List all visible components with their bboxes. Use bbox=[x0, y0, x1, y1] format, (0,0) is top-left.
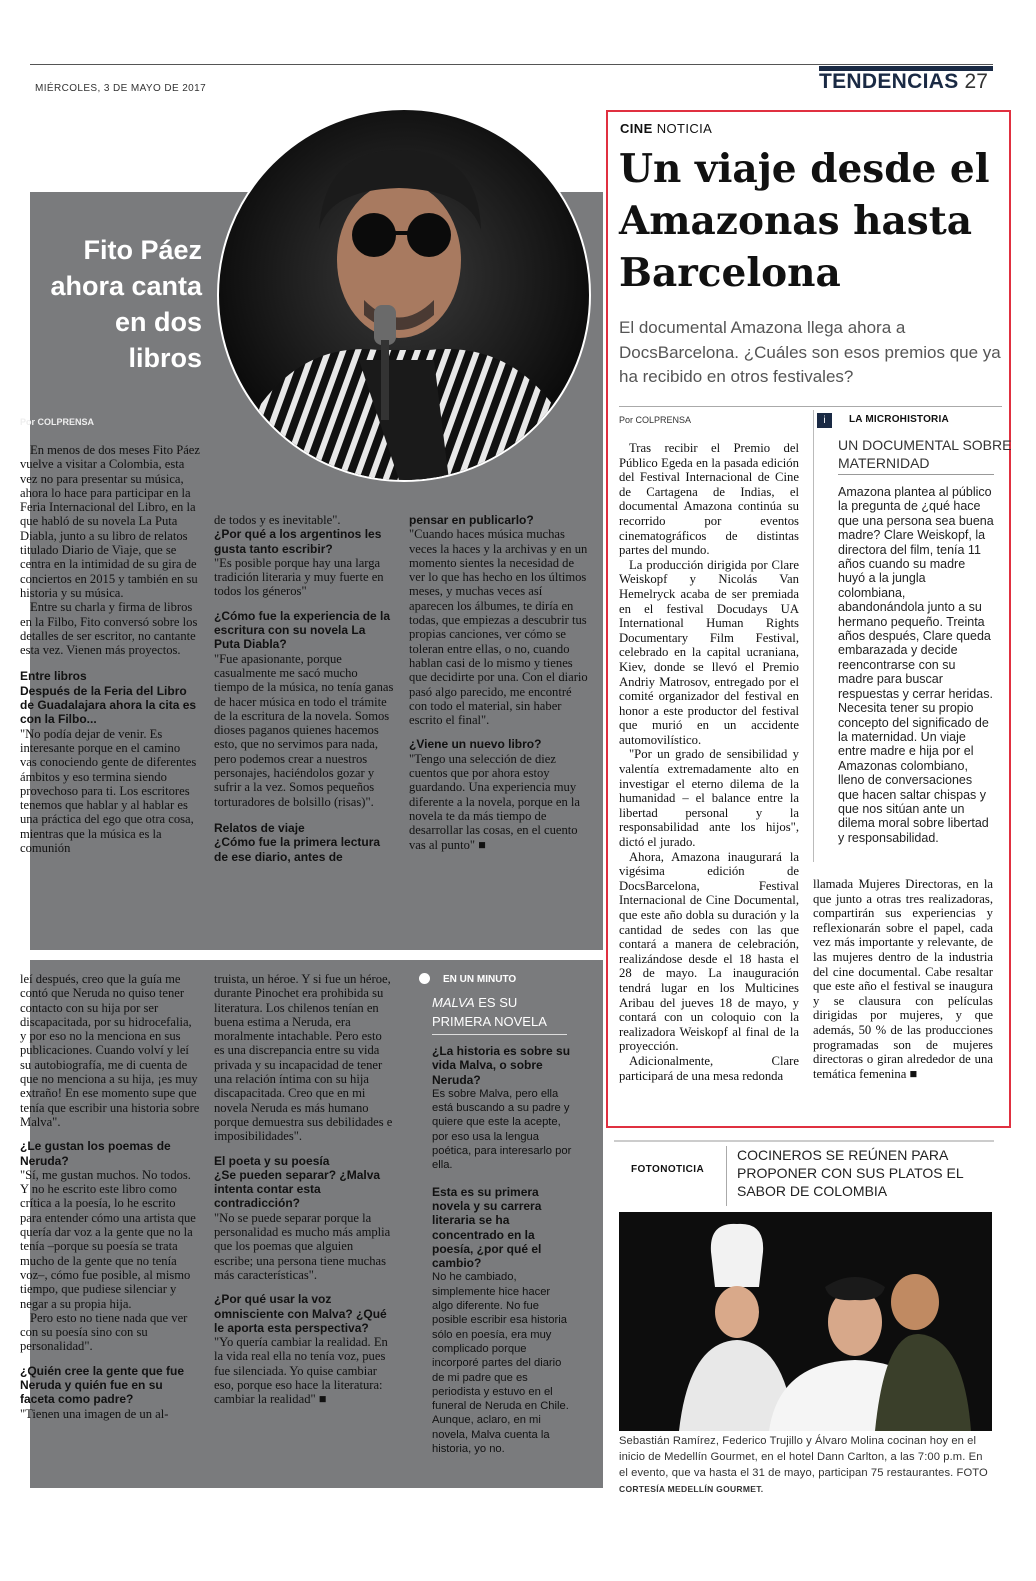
question: Esta es su primera novela y su carrera literaria se ha concentrado en la poesía, ¿por qué el cambio? bbox=[432, 1184, 542, 1271]
paragraph: Tras recibir el Premio del Público Egeda en la pasada edición del Festival Internacional de Cine de Cartagena de Indias, el documental Amazona continúa su recorrido por eventos cinematográficos de distintas partes del mundo. bbox=[619, 441, 799, 558]
page-number: 27 bbox=[964, 70, 988, 93]
paragraph: Entre su charla y firma de libros en la Filbo, Fito conversó sobre los detalles de ser escritor, no cantante esta vez. Vienen más proyectos. bbox=[20, 600, 198, 658]
foto-rule bbox=[614, 1140, 994, 1142]
photo-credit: CORTESÍA MEDELLÍN GOURMET. bbox=[619, 1484, 764, 1494]
question: ¿Por qué usar la voz omnisciente con Malva? ¿Qué le aporta esta perspectiva? bbox=[214, 1292, 387, 1335]
answer: "Yo quería cambiar la realidad. En la vida real ella no tenía voz, pues fue silenciada. Yo quise cambiar eso, porque eso hace la literatura: cambiar la realidad" ■ bbox=[214, 1335, 388, 1407]
photo-caption bbox=[619, 1433, 994, 1497]
panel-separator bbox=[30, 950, 603, 960]
subhead: Entre libros bbox=[20, 669, 87, 684]
section-header bbox=[819, 70, 988, 98]
interview-title: Fito Páez ahora canta en dos libros bbox=[50, 235, 202, 373]
paragraph: La producción dirigida por Clare Weiskopf y Nicolás Van Hemelryck acaba de ser premiada en el festival Docudays UA International Human Rights Documentary Film Festival, celebrado en la capital ucraniana, Kiev, donde se llevó el Premio Andriy Matrosov, entregado por el comité organizador del festival en honor a este productor del festival que murió en un accidente automovilístico. bbox=[619, 557, 799, 747]
question: ¿Se pueden separar? ¿Malva intenta contar esta contradicción? bbox=[214, 1167, 381, 1211]
answer: truista, un héroe. Y si fue un héroe, durante Pinochet era prohibida su literatura. Los chilenos tenían en buena estima a Neruda, era moralmente intachable. Pero esto es una discrepancia entre su vida privada y su incapacidad de tener una relación íntima con su hija discapacitada. Creo que en mi novela Neruda es más humano porque demuestra sus debilidades e imposibilidades". bbox=[214, 972, 393, 1144]
answer: "Fue apasionante, porque casualmente me sacó mucho tiempo de la música, no tenía ganas de hacer música en todo el trámite de la escritura de la novela. Somos dioses paganos quienes hacemos esto, que no servimos para nada, pero podemos crear a nuestros personajes, haciéndolos gozar y sufrir a la vez. Somos pequeños torturadores de bolsillo (risas)". bbox=[214, 651, 394, 809]
minute-label: EN UN MINUTO bbox=[443, 974, 517, 985]
article-headline: Un viaje desde el Amazonas hasta Barcelona bbox=[619, 146, 990, 296]
article-deck: El documental Amazona llega ahora a DocsBarcelona. ¿Cuáles son esos premios que ya ha recibido en otros festivales? bbox=[619, 318, 1001, 386]
paragraph: En menos de dos meses Fito Páez vuelve a visitar a Colombia, esta vez no para presentar su música, ahora lo hace para participar en la Feria Internacional del Libro, en la que habló de su novela La Puta Diabla, junto a su libro de relatos titulado Diario de Viaje, que se centra en la intimidad de su gira de conciertos en 2015 y también en su historia y su música. bbox=[20, 443, 200, 600]
interview-column-3 bbox=[409, 513, 589, 852]
answer: "No podía dejar de venir. Es interesante porque en el camino vas conociendo gente de diferentes ámbitos y eso termina siendo provechoso para ti. Los escritores tenemos que hablar y al hablar es una práctica del ego que otra cosa, mientras que la música es la comunión bbox=[20, 726, 197, 856]
subhead: El poeta y su poesía bbox=[214, 1153, 330, 1168]
minute-title bbox=[432, 993, 572, 1031]
info-icon: i bbox=[817, 413, 832, 428]
kicker-bold: CINE bbox=[620, 121, 653, 136]
chefs-photo bbox=[619, 1212, 992, 1431]
answer: leí después, creo que la guía me contó que Neruda no quiso tener contacto con su hija por ser discapacitada, por su hidrocefalia, y por eso no la menciona en sus publicaciones. Cuando volví y leí su autobiografía, me di cuenta de que no menciona a su hija, ¡es muy extraño! En ese momento supe que tenía que escribir una historia sobre Malva". bbox=[20, 972, 200, 1129]
answer: Pero esto no tiene nada que ver con su poesía sino con su personalidad". bbox=[20, 1310, 188, 1354]
foto-title: COCINEROS SE REÚNEN PARA PROPONER CON SUS PLATOS EL SABOR DE COLOMBIA bbox=[737, 1147, 964, 1199]
answer: No he cambiado, simplemente hice hacer algo diferente. No fue posible escribir esa historia sólo en poesía, era muy complicado porque incorporé partes del diario de mi padre que es periodista y estuvo en el funeral de Neruda en Chile. Aunque, aclaro, en mi novela, Malva cuenta la historia, yo no. bbox=[432, 1271, 569, 1456]
section-name: TENDENCIAS bbox=[819, 70, 959, 93]
microhistory-title: UN DOCUMENTAL SOBRE MATERNIDAD bbox=[838, 437, 1012, 471]
interview-column-1 bbox=[20, 443, 200, 855]
foto-divider bbox=[726, 1146, 727, 1206]
chefs-illustration bbox=[619, 1212, 992, 1431]
minute-rule bbox=[432, 1034, 567, 1035]
caption-text: Sebastián Ramírez, Federico Trujillo y Álvaro Molina cocinan hoy en el inicio de Medellín Gourmet, en el hotel Dann Carlton, a las 7:00 p.m. En el evento, que va hasta el 31 de mayo, participan 75 restaurantes. FOTO bbox=[619, 1435, 988, 1479]
question: ¿Quién cree la gente que fue Neruda y quién fue en su faceta como padre? bbox=[20, 1363, 185, 1407]
answer: "Tengo una selección de diez cuentos que por ahora estoy guardando. Una experiencia muy diferente a la novela, porque en la novela te da más tiempo de desarrollar las cosas, en el cuento vas al punto" ■ bbox=[409, 751, 580, 852]
paragraph: Adicionalmente, Clare participará de una mesa redonda bbox=[619, 1053, 799, 1083]
article-column-2 bbox=[813, 877, 993, 1081]
article-column-1 bbox=[619, 441, 799, 1083]
question: Después de la Feria del Libro de Guadalajara ahora la cita es con la Filbo... bbox=[20, 683, 197, 727]
answer: de todos y es inevitable". bbox=[214, 513, 341, 527]
answer: "Cuando haces música muchas veces la haces y la archivas y en un momento sientes la necesidad de ver lo que has hecho en los últimos meses, y muchas veces así aparecen los álbumes, te diría en todas, que empiezas a descubrir tus propias canciones, ver cómo se toleran entre ellas, o no, cuando hablan casi de lo mismo y tienes que decidirte por una. Con el diario pasó algo parecido, me encontré con todo el material, sin haber escrito el final". bbox=[409, 527, 588, 728]
issue-date: MIÉRCOLES, 3 DE MAYO DE 2017 bbox=[35, 83, 207, 94]
clock-icon bbox=[419, 973, 430, 984]
article-kicker bbox=[620, 121, 712, 136]
foto-kicker: FOTONOTICIA bbox=[631, 1164, 705, 1175]
minute-title-rest: ES SU PRIMERA NOVELA bbox=[432, 995, 547, 1029]
interview-byline: Por COLPRENSA bbox=[20, 417, 95, 427]
minute-column bbox=[432, 1044, 572, 1456]
interview-column-5 bbox=[214, 972, 394, 1407]
answer: "Sí, me gustan muchos. No todos. Y no he escrito este libro como crítica a la poesía, lo he escrito para entender cómo una artista que quería dar voz a la gente que no la tenía –porque su poesía se trata mucho de la gente que no tenía voz–, cómo fue posible, al mismo tiempo, que pudiese silenciar y negar a su propia hija. bbox=[20, 1167, 196, 1311]
subhead: Relatos de viaje bbox=[214, 820, 305, 835]
interview-column-2 bbox=[214, 513, 394, 864]
question: ¿Cómo fue la experiencia de la escritura con su novela La Puta Diabla? bbox=[214, 608, 391, 652]
answer: "No se puede separar porque la personalidad es mucho más amplia que los poemas que alguien escribe; una persona tiene muchas más características". bbox=[214, 1210, 391, 1282]
microhistory-label: LA MICROHISTORIA bbox=[849, 414, 949, 425]
question: ¿La historia es sobre su vida Malva, o sobre Neruda? bbox=[432, 1044, 571, 1087]
answer: "Tienen una imagen de un al- bbox=[20, 1406, 169, 1421]
interview-column-4 bbox=[20, 972, 200, 1421]
microhistory-rule bbox=[838, 474, 994, 475]
header-rule bbox=[30, 64, 993, 65]
deck-rule bbox=[619, 406, 1002, 407]
paragraph: llamada Mujeres Directoras, en la que junto a otras tres realizadoras, compartirán sus experiencias y reflexionarán sobre el papel, cada vez más importante y relevante, de las mujeres dentro de la industria del cine documental. Cabe resaltar que este año el festival se inaugura y se clausura con películas dirigidas por mujeres, y que además, 50 % de las producciones programadas son de mujeres directoras o giran alrededor de una temática femenina ■ bbox=[813, 877, 993, 1081]
question: ¿Por qué a los argentinos les gusta tanto escribir? bbox=[214, 527, 382, 556]
answer: "Es posible porque hay una larga tradición literaria y muy fuerte en todos los géneros" bbox=[214, 555, 384, 599]
paragraph: Ahora, Amazona inaugurará la vigésima edición de DocsBarcelona, Festival Internacional de Cine Documental, que este año dobla su duración y la cantidad de sedes con las que contará a manera de celebración, realizándose desde el 18 hasta el 28 de mayo. La inauguración tendrá lugar en los Multicines Aribau del jueves 18 de mayo, y contará con un coloquio con la realizadora Weiskopf al final de la proyección. bbox=[619, 849, 799, 1054]
minute-title-italic: MALVA bbox=[432, 995, 475, 1010]
portrait-illustration bbox=[219, 110, 589, 480]
fito-paez-photo bbox=[217, 108, 591, 482]
kicker-rest: NOTICIA bbox=[656, 121, 713, 136]
paragraph: "Por un grado de sensibilidad y valentía extremadamente alto en investigar el eterno dilema de la humanidad – el balance entre la libertad personal y la responsabilidad ante los hijos", dictó el jurado. bbox=[619, 747, 799, 850]
question: ¿Cómo fue la primera lectura de ese diario, antes de bbox=[214, 835, 381, 864]
microhistory-text: Amazona plantea al público la pregunta de ¿qué hace que una persona sea buena madre? Clare Weiskopf, la directora del film, tenía 11 años cuando su madre huyó a la jungla colombiana, abandonándola junto a su hermano pequeño. Treinta años después, Clare queda embarazada y decide reencontrarse con su madre para buscar respuestas y cerrar heridas. Necesita tener su propio concepto del significado de la maternidad. Un viaje entre madre e hija por el Amazonas colombiano, lleno de conversaciones que hacen saltar chispas y que nos sitúan ante un dilema moral sobre libertad y responsabilidad. bbox=[838, 485, 994, 845]
question: ¿Viene un nuevo libro? bbox=[409, 737, 542, 752]
question: ¿Le gustan los poemas de Neruda? bbox=[20, 1139, 171, 1168]
article-byline: Por COLPRENSA bbox=[619, 415, 692, 425]
answer: Es sobre Malva, pero ella está buscando a su padre y quiere que este la acepte, por eso usa la lengua poética, para interesarlo por ella. bbox=[432, 1087, 572, 1172]
question: pensar en publicarlo? bbox=[409, 513, 534, 527]
